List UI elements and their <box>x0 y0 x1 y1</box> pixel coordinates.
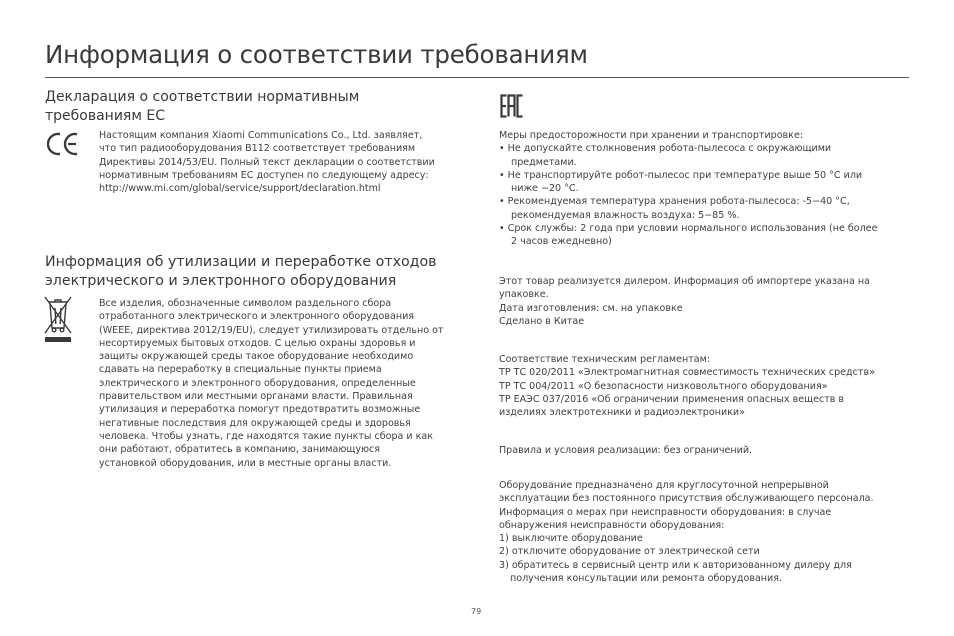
dealer-info <box>499 275 870 328</box>
declaration-url: http://www.mi.com/global/service/support/declaration.html <box>99 183 381 195</box>
technical-regulations <box>499 353 875 419</box>
text-line: Оборудование предназначено для круглосуточной непрерывной <box>499 480 829 491</box>
page-number: 79 <box>471 607 482 616</box>
text-line: сдавать на переработку в специальные пункты приема <box>99 364 382 376</box>
text-line: они работают, обратитесь в компанию, занимающуюся <box>99 444 381 456</box>
text-line: изделиях электротехники и радиоэлектроники» <box>499 407 745 419</box>
crossed-bin-icon <box>42 295 74 343</box>
text-line: ТР ТС 004/2011 «О безопасности низковольтного оборудования» <box>499 380 828 392</box>
text-line: человека. Чтобы узнать, где находятся такие пункты сбора и как <box>99 430 434 442</box>
text-line: Правила и условия реализации: без ограничений. <box>499 445 753 456</box>
page-title: Информация о соответствии требованиям <box>45 40 588 69</box>
eac-mark-icon <box>500 94 524 118</box>
text-line: ТР ТС 020/2011 «Электромагнитная совместимость технических средств» <box>499 367 875 379</box>
text-line: несортируемых бытовых отходов. С целью охраны здоровья и <box>99 337 416 349</box>
text-line: Настоящим компания Xiaomi Communications Co., Ltd. заявляет, <box>99 130 423 141</box>
text-line: Все изделия, обозначенные символом раздельного сбора <box>99 298 392 309</box>
bullet-item-cont: предметами. <box>511 156 577 168</box>
text-line: отработанного электрического и электронного оборудования <box>99 311 415 323</box>
numbered-item: 2) отключите оборудование от электрической сети <box>499 546 760 558</box>
text-line: электрического и электронного оборудования, определенные <box>99 377 416 389</box>
text-line: защиты окружающей среды такое оборудование необходимо <box>99 351 414 363</box>
storage-precautions <box>499 129 877 249</box>
numbered-item: 3) обратитесь в сервисный центр или к авторизованному дилеру для <box>499 559 852 571</box>
text-line: Этот товар реализуется дилером. Информация об импортере указана на <box>499 276 870 287</box>
heading-line: электрического и электронного оборудования <box>45 273 397 289</box>
numbered-item-cont: получения консультации или ремонта оборудования. <box>510 573 783 585</box>
text-line: установкой оборудования, или в местные органы власти. <box>99 457 392 469</box>
text-line: Сделано в Китае <box>499 315 585 327</box>
text-line: упаковке. <box>499 289 549 301</box>
ce-mark-icon <box>46 131 80 157</box>
text-line: утилизация и переработка помогут предотвратить возможные <box>99 404 421 416</box>
bullet-item: • Не транспортируйте робот-пылесос при температуре выше 50 °C или <box>499 169 863 181</box>
text-line: ТР ЕАЭС 037/2016 «Об ограничении применения опасных веществ в <box>499 393 845 405</box>
eu-declaration-heading <box>45 88 359 126</box>
eu-declaration-text <box>99 129 435 195</box>
text-line: обнаружения неисправности оборудования: <box>499 519 725 531</box>
text-line: Директивы 2014/53/EU. Полный текст декларации о соответствии <box>99 156 435 168</box>
bullet-item: • Рекомендуемая температура хранения робота-пылесоса: -5−40 °C, <box>499 196 850 208</box>
bullet-item-cont: 2 часов ежедневно) <box>511 236 612 248</box>
bullet-item: • Не допускайте столкновения робота-пылесоса с окружающими <box>499 143 832 155</box>
heading-line: требованиям ЕС <box>45 108 165 124</box>
weee-heading <box>45 253 437 291</box>
text-line: Дата изготовления: см. на упаковке <box>499 302 683 314</box>
bullet-item-cont: рекомендуемая влажность воздуха: 5−85 %. <box>511 209 740 221</box>
text-line: что тип радиооборудования B112 соответствует требованиям <box>99 143 416 155</box>
text-line: (WEEE, директива 2012/19/EU), следует утилизировать отдельно от <box>99 324 444 336</box>
text-line: Меры предосторожности при хранении и транспортировке: <box>499 130 804 141</box>
weee-text <box>99 297 443 470</box>
numbered-item: 1) выключите оборудование <box>499 533 643 545</box>
operation-info <box>499 479 874 585</box>
text-line: правительством или местными органами власти. Правильная <box>99 391 413 403</box>
text-line: негативные последствия для окружающей среды и здоровья <box>99 417 411 429</box>
title-divider <box>45 77 909 78</box>
text-line: Соответствие техническим регламентам: <box>499 354 711 365</box>
text-line: Информация о мерах при неисправности оборудования: в случае <box>499 506 832 518</box>
text-line: нормативным требованиям ЕС доступен по следующему адресу: <box>99 169 429 181</box>
heading-line: Информация об утилизации и переработке отходов <box>45 254 437 270</box>
text-line: эксплуатации без постоянного присутствия обслуживающего персонала. <box>499 493 874 505</box>
bullet-item-cont: ниже −20 °C. <box>511 183 579 195</box>
bullet-item: • Срок службы: 2 года при условии нормального использования (не более <box>499 223 878 235</box>
sales-conditions <box>499 444 752 457</box>
heading-line: Декларация о соответствии нормативным <box>45 89 360 105</box>
